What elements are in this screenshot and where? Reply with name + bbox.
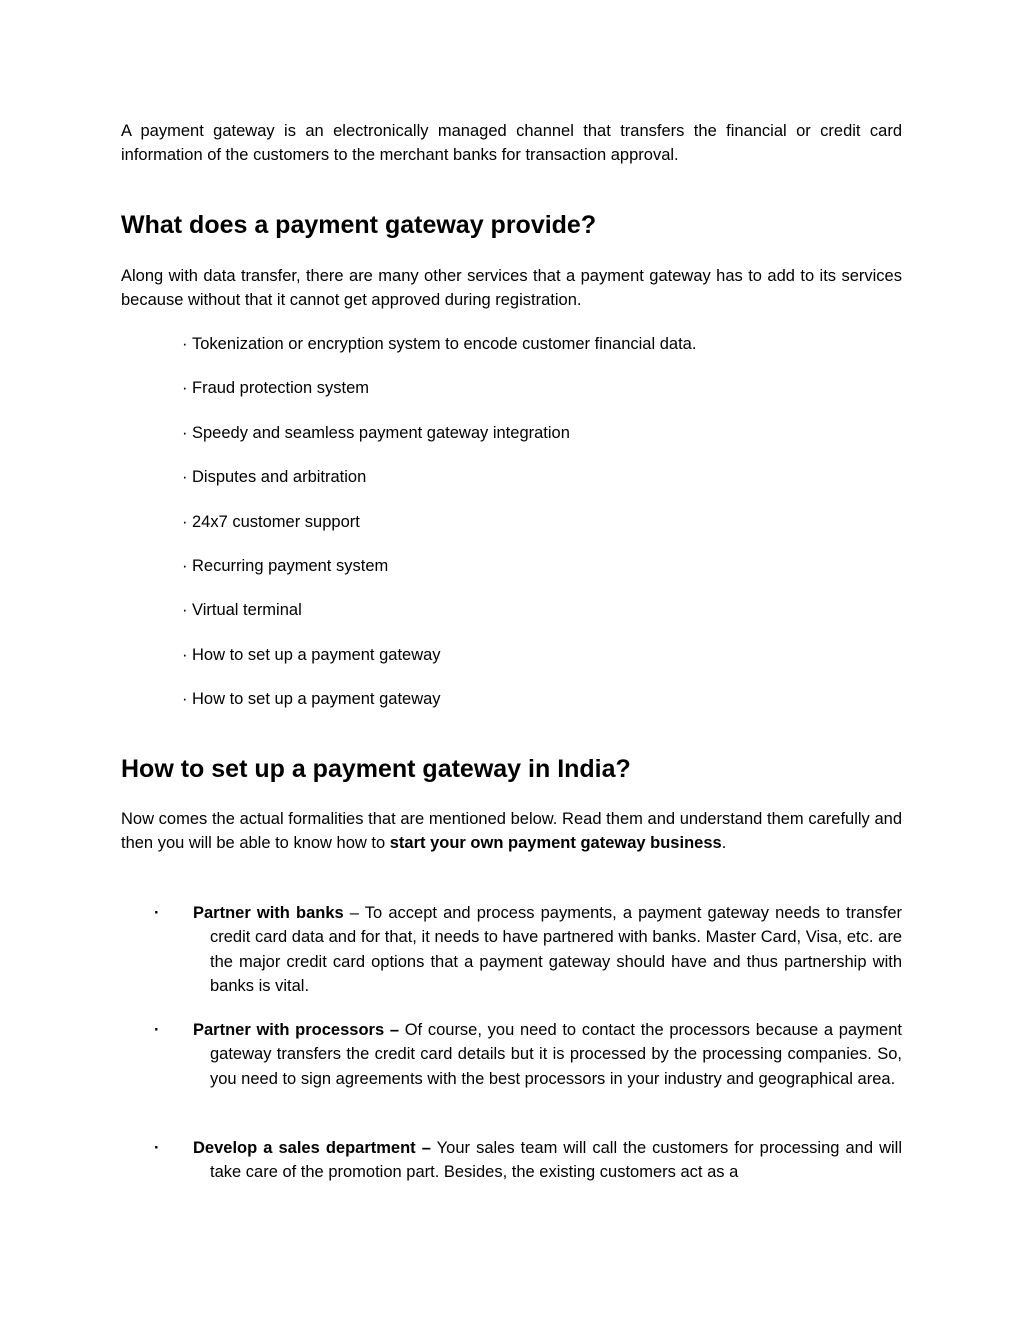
bullet-dot: · [182,424,188,442]
bullet-dot: · [182,379,188,397]
bold-phrase: start your own payment gateway business [389,834,722,853]
list-item: · How to set up a payment gateway [182,643,441,667]
bullet-dot: · [154,904,160,922]
list-item: · Develop a sales department – Your sales team will call the customers for processing and will take care of the promotion part. Besides, the existing customers act as a [182,1136,902,1185]
bullet-dot: · [182,690,188,708]
list-item: · Partner with banks – To accept and process payments, a payment gateway needs to transfer credit card data and for that, it needs to have partnered with banks. Master Card, Visa, etc. are the major credit card options that a payment gateway should have and thus partnership with banks is vital. [182,901,902,999]
section-heading-provide: What does a payment gateway provide? [121,211,597,239]
bullet-dot: · [182,601,188,619]
list-item: · Speedy and seamless payment gateway integration [182,421,570,445]
list-item: · Fraud protection system [182,376,369,400]
list-item: · 24x7 customer support [182,510,360,534]
list-item: · Recurring payment system [182,554,388,578]
setup-paragraph: Now comes the actual formalities that are mentioned below. Read them and understand them carefully and then you will be able to know how to start your own payment gateway business. [121,810,902,853]
list-item: · How to set up a payment gateway [182,687,441,711]
bullet-dot: · [182,468,188,486]
list-item: · Virtual terminal [182,598,302,622]
intro-paragraph: A payment gateway is an electronically managed channel that transfers the financial or credit card information of the customers to the merchant banks for transaction approval. [121,122,902,165]
bullet-dot: · [182,557,188,575]
step-title: Develop a sales department – [193,1139,431,1157]
list-item: · Partner with processors – Of course, you need to contact the processors because a payment gateway transfers the credit card details but it is processed by the processing companies. So, you need to sign agreements with the best processors in your industry and geographical area. [182,1018,902,1091]
list-item: · Disputes and arbitration [182,465,366,489]
services-paragraph: Along with data transfer, there are many other services that a payment gateway has to add to its services because without that it cannot get approved during registration. [121,267,902,310]
bullet-dot: · [182,646,188,664]
bullet-dot: · [182,513,188,531]
section-heading-setup: How to set up a payment gateway in India? [121,755,631,783]
step-title: Partner with banks [193,904,344,922]
bullet-dot: · [154,1021,160,1039]
list-item: · Tokenization or encryption system to encode customer financial data. [182,332,696,356]
bullet-dot: · [182,335,188,353]
bullet-dot: · [154,1139,160,1157]
step-title: Partner with processors – [193,1021,400,1039]
